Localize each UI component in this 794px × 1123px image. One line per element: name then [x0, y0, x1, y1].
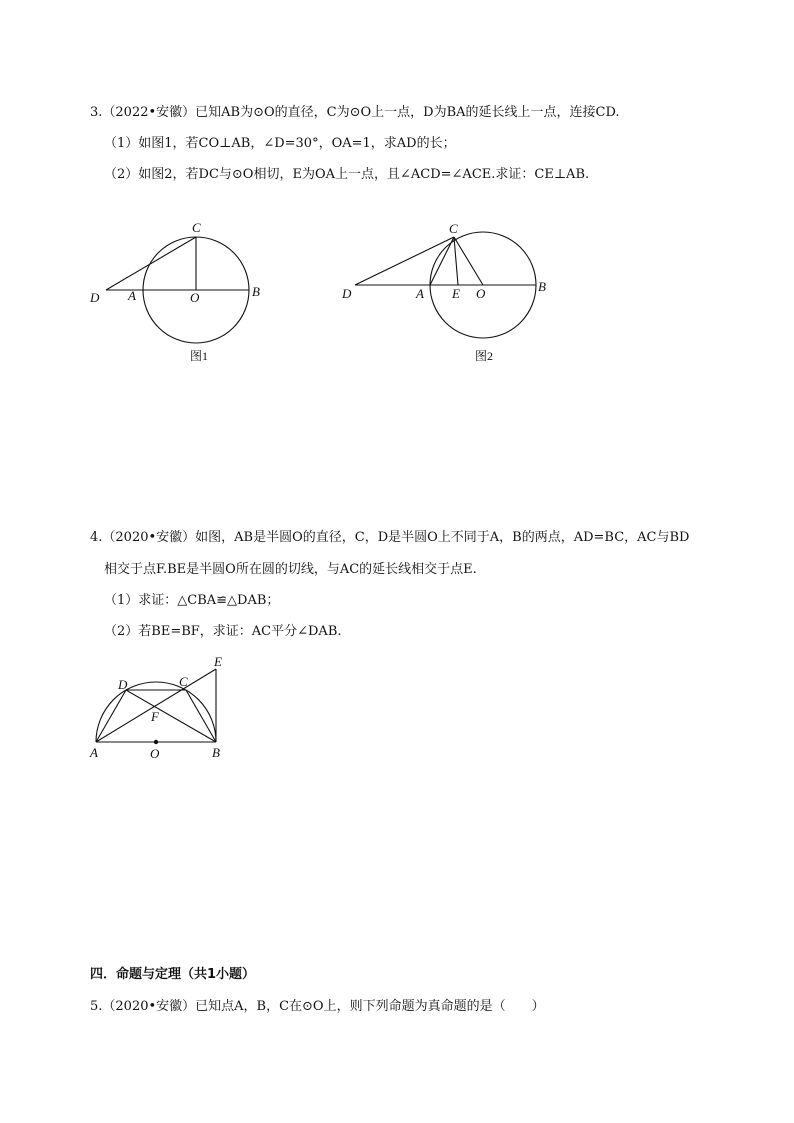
fig2-segment-ca — [430, 237, 454, 285]
fig2-caption: 图2 — [475, 349, 494, 363]
q4-part1: （1）求证：△CBA≌△DAB； — [104, 593, 280, 608]
fig1-label-a: A — [128, 288, 136, 303]
fig1-label-o: O — [190, 290, 200, 305]
fig2-segment-ce — [454, 237, 458, 285]
fig2-label-e: E — [452, 286, 460, 301]
fig4-segment-ad — [96, 690, 126, 742]
fig1-label-b: B — [252, 284, 260, 299]
fig2-label-c: C — [449, 221, 458, 236]
fig2-label-b: B — [538, 279, 546, 294]
fig2-label-o: O — [476, 286, 486, 301]
fig2-label-d: D — [342, 286, 352, 301]
q4-part2: （2）若BE=BF，求证：AC平分∠DAB. — [104, 624, 342, 639]
fig4-segment-cb — [186, 690, 216, 742]
fig1-label-d: D — [90, 290, 100, 305]
q4-stem-line1: 4.（2020•安徽）如图，AB是半圆O的直径，C，D是半圆O上不同于A，B的两点，AD=BC，AC与BD — [90, 530, 690, 545]
q3-part2: （2）如图2，若DC与⊙O相切，E为OA上一点，且∠ACD=∠ACE.求证：CE⊥AB. — [104, 167, 590, 182]
fig4-label-a: A — [90, 745, 98, 760]
fig4-label-o: O — [150, 746, 160, 761]
fig1-caption: 图1 — [190, 349, 209, 363]
fig2-segment-co — [454, 237, 483, 285]
fig1-label-c: C — [192, 220, 201, 235]
fig4-label-b: B — [212, 745, 220, 760]
fig4-label-d: D — [118, 677, 128, 692]
fig4-label-e: E — [214, 654, 222, 669]
fig4-label-f: F — [151, 709, 159, 724]
fig2-label-a: A — [416, 286, 424, 301]
fig4-label-c: C — [179, 674, 188, 689]
q4-stem-line2: 相交于点F.BE是半圆O所在圆的切线，与AC的延长线相交于点E. — [104, 562, 477, 577]
section-title: 四．命题与定理（共1小题） — [90, 967, 256, 982]
fig1-segment-dc — [106, 237, 196, 290]
q3-part1: （1）如图1，若CO⊥AB，∠D=30°，OA=1，求AD的长； — [104, 136, 456, 151]
q3-stem: 3.（2022•安徽）已知AB为⊙O的直径，C为⊙O上一点，D为BA的延长线上一点，连接CD. — [90, 105, 620, 120]
q5-stem: 5.（2020•安徽）已知点A，B，C在⊙O上，则下列命题为真命题的是（ ） — [90, 999, 545, 1014]
fig2-segment-dc — [355, 237, 454, 285]
fig4-center-dot — [154, 740, 158, 744]
